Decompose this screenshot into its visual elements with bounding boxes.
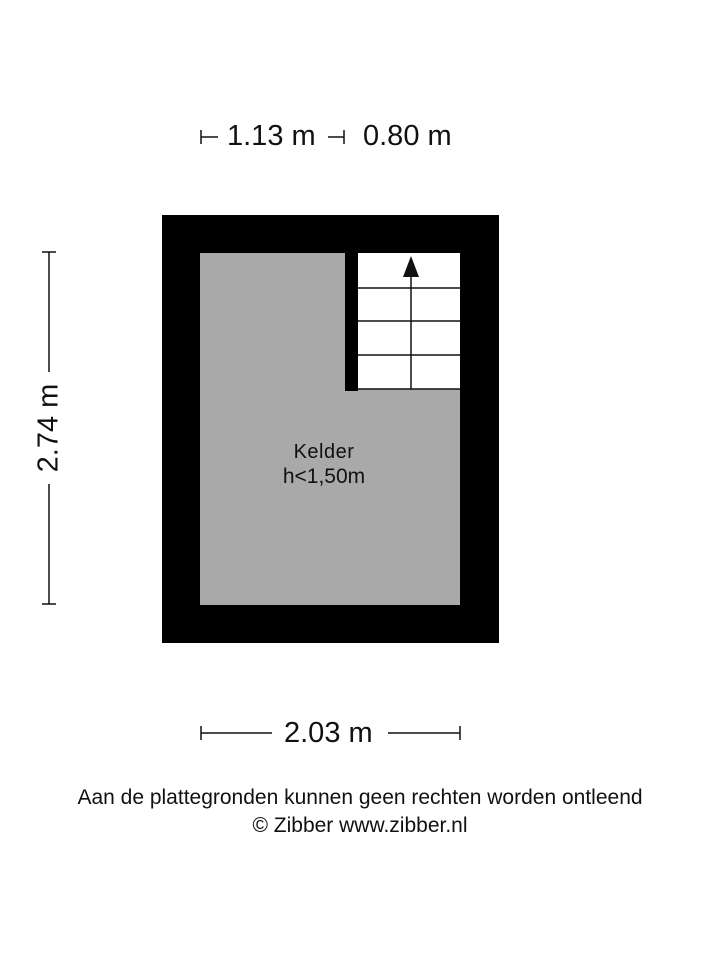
dimension-bottom-label: 2.03 m [284, 717, 373, 749]
copyright-text: © Zibber www.zibber.nl [252, 814, 468, 837]
dimension-left-label: 2.74 m [32, 383, 65, 473]
disclaimer-text: Aan de plattegronden kunnen geen rechten worden ontleend [77, 786, 643, 809]
dimension-top-left-label: 1.13 m [227, 120, 316, 152]
room-name: Kelder [293, 441, 355, 463]
stair-wall [345, 253, 358, 391]
dimension-top-right-label: 0.80 m [363, 120, 452, 152]
staircase [358, 253, 460, 389]
room-height: h<1,50m [282, 465, 366, 488]
